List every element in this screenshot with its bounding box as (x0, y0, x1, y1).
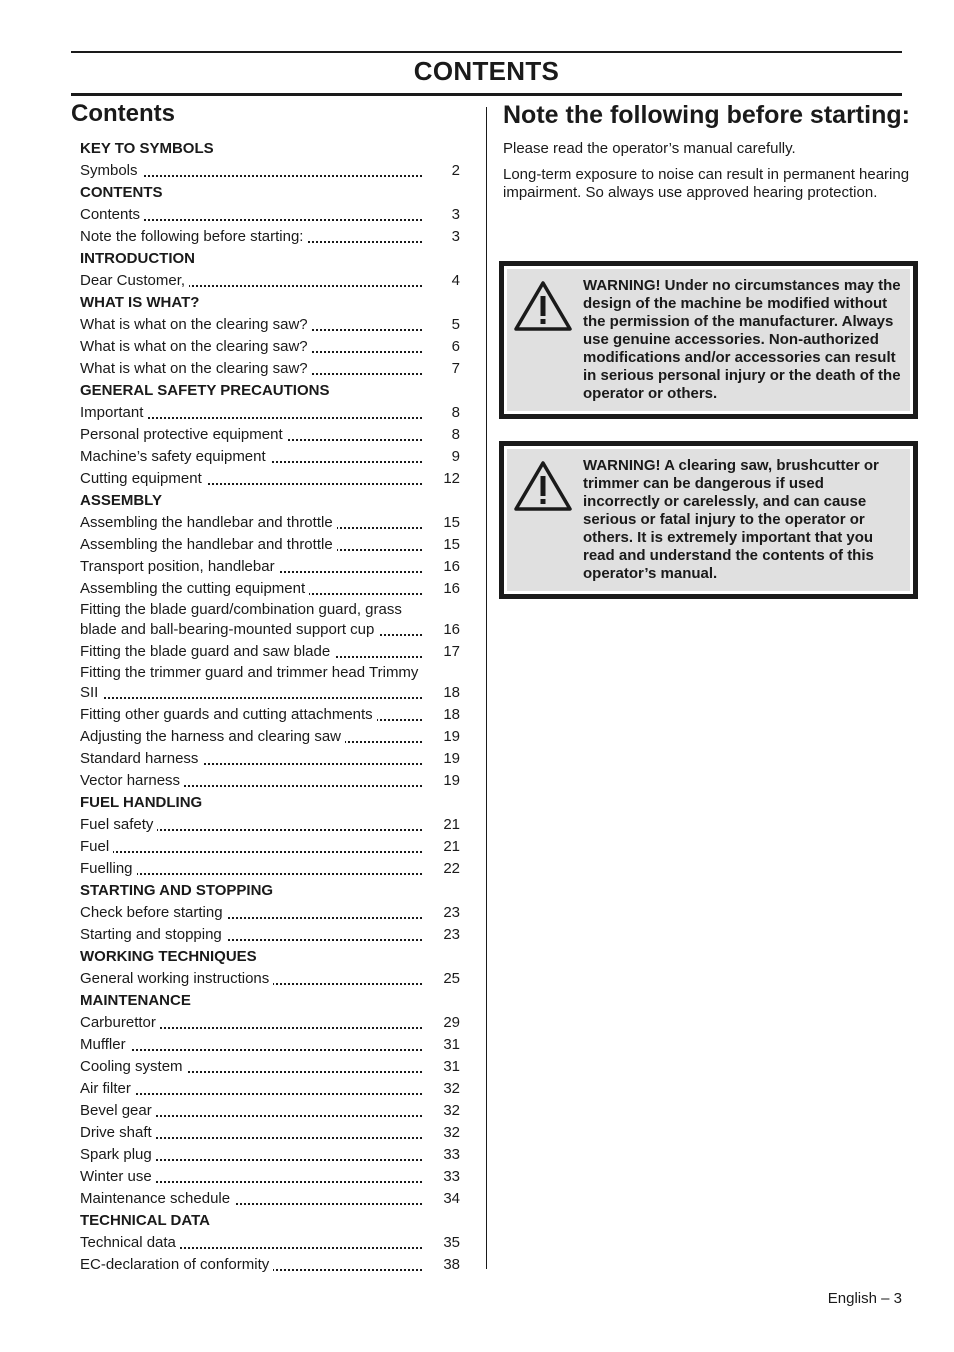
toc-page-number: 16 (443, 558, 460, 575)
toc-entry-label: Standard harness (80, 750, 202, 767)
note-paragraph: Please read the operator’s manual carefully. (503, 140, 796, 157)
toc-page-number: 3 (451, 228, 460, 245)
toc-entry-label: Important (80, 404, 147, 421)
toc-entry (80, 1034, 460, 1056)
column-divider (486, 107, 487, 1269)
toc-page-number: 22 (443, 860, 460, 877)
toc-page-number: 5 (451, 316, 460, 333)
toc-dot-leader (80, 697, 422, 699)
toc-entry (80, 578, 460, 600)
toc-section-heading: KEY TO SYMBOLS (80, 140, 214, 157)
toc-section-heading: WORKING TECHNIQUES (80, 948, 257, 965)
toc-entry-label: Fuel safety (80, 816, 157, 833)
toc-page-number: 19 (443, 728, 460, 745)
toc-page-number: 6 (451, 338, 460, 355)
toc-entry (80, 1144, 460, 1166)
toc-section-heading: STARTING AND STOPPING (80, 882, 274, 899)
toc-page-number: 29 (443, 1014, 460, 1031)
toc-page-number: 18 (443, 706, 460, 723)
toc-page-number: 4 (451, 272, 460, 289)
page-header-title: CONTENTS (413, 56, 560, 86)
toc-entry-label: General working instructions (80, 970, 273, 987)
toc-entry-label: Machine’s safety equipment (80, 448, 270, 465)
toc-title: Contents (71, 100, 175, 127)
toc-entry-label: What is what on the clearing saw? (80, 338, 312, 355)
toc-entry (80, 424, 460, 446)
toc-page-number: 32 (443, 1124, 460, 1141)
toc-entry (80, 468, 460, 490)
toc-page-number: 9 (451, 448, 460, 465)
toc-page-number: 19 (443, 772, 460, 789)
toc-entry-label: Fitting the blade guard and saw blade (80, 643, 334, 660)
toc-entry (80, 1254, 460, 1276)
toc-entry-label: Dear Customer, (80, 272, 189, 289)
toc-entry (80, 1056, 460, 1078)
toc-page-number: 12 (443, 470, 460, 487)
toc-page-number: 21 (443, 838, 460, 855)
toc-entry (80, 1078, 460, 1100)
toc-entry (80, 556, 460, 578)
toc-entry-label: Assembling the handlebar and throttle (80, 514, 337, 531)
warning-box (499, 261, 918, 419)
toc-entry-label: Cooling system (80, 1058, 187, 1075)
toc-entry (80, 160, 460, 182)
toc-entry (80, 600, 460, 641)
toc-entry-label: Symbols (80, 162, 142, 179)
toc-entry (80, 336, 460, 358)
toc-entry-label: SII (80, 684, 102, 701)
warning-text: WARNING! A clearing saw, brushcutter or trimmer can be dangerous if used incorrectly or carelessly, and can cause serious or fatal injury to the operator or others. It is extremely important that you read and understand the contents of this operator’s manual. (583, 457, 879, 582)
toc-page-number: 15 (443, 536, 460, 553)
header-rule-bottom (71, 93, 902, 96)
toc-entry (80, 1100, 460, 1122)
toc-page-number: 8 (451, 404, 460, 421)
toc-entry-label: Assembling the handlebar and throttle (80, 536, 337, 553)
note-column (503, 100, 913, 210)
toc-page-number: 33 (443, 1168, 460, 1185)
toc-entry (80, 1188, 460, 1210)
note-title: Note the following before starting: (503, 101, 910, 129)
toc-page-number: 35 (443, 1234, 460, 1251)
toc-entry (80, 314, 460, 336)
toc-entry (80, 512, 460, 534)
toc-dot-leader (80, 851, 422, 853)
toc-entry-label-line: Fitting the blade guard/combination guard, grass (80, 600, 422, 619)
toc-entry (80, 641, 460, 663)
toc-entry-label: Vector harness (80, 772, 184, 789)
toc-page-number: 15 (443, 514, 460, 531)
toc-entry (80, 704, 460, 726)
toc-page-number: 38 (443, 1256, 460, 1273)
warning-box (499, 441, 918, 599)
toc-page-number: 23 (443, 926, 460, 943)
toc-section-heading: ASSEMBLY (80, 492, 162, 509)
page-footer: English – 3 (827, 1290, 902, 1307)
toc-entry-label: Technical data (80, 1234, 180, 1251)
toc-page-number: 7 (451, 360, 460, 377)
toc-entry-label: Maintenance schedule (80, 1190, 234, 1207)
toc-entry (80, 858, 460, 880)
toc-entry-label: Starting and stopping (80, 926, 226, 943)
toc-page-number: 3 (451, 206, 460, 223)
toc-section-heading: WHAT IS WHAT? (80, 294, 200, 311)
toc-page-number: 25 (443, 970, 460, 987)
toc-entry-label: Assembling the cutting equipment (80, 580, 309, 597)
toc-entry-label: Carburettor (80, 1014, 160, 1031)
toc-section-heading: CONTENTS (80, 184, 163, 201)
toc-entry (80, 663, 460, 704)
toc-page-number: 8 (451, 426, 460, 443)
toc-entry-label: Winter use (80, 1168, 156, 1185)
toc-section-heading: GENERAL SAFETY PRECAUTIONS (80, 382, 330, 399)
warning-text: WARNING! Under no circumstances may the design of the machine be modified without the permission of the manufacturer. Always use genuine accessories. Non-authorized modifications and/or accessories can result in serious personal injury or the death of the operator or others. (583, 277, 901, 402)
toc-entry-label: Transport position, handlebar (80, 558, 279, 575)
toc-entry-label: Note the following before starting: (80, 228, 307, 245)
note-paragraph: Long-term exposure to noise can result in permanent hearing impairment. So always use approved hearing protection. (503, 166, 910, 201)
toc-entry-label: Bevel gear (80, 1102, 156, 1119)
toc-list (80, 138, 460, 1276)
toc-entry-label: Cutting equipment (80, 470, 206, 487)
toc-dot-leader (80, 1049, 422, 1051)
toc-entry (80, 204, 460, 226)
toc-entry-label: Air filter (80, 1080, 135, 1097)
toc-entry (80, 968, 460, 990)
toc-page-number: 2 (451, 162, 460, 179)
toc-entry (80, 726, 460, 748)
warning-triangle-icon (513, 277, 583, 403)
toc-entry-label: What is what on the clearing saw? (80, 316, 312, 333)
toc-page-number: 31 (443, 1058, 460, 1075)
toc-entry-label: Fuel (80, 838, 113, 855)
toc-entry-label: Drive shaft (80, 1124, 156, 1141)
toc-page-number: 32 (443, 1102, 460, 1119)
toc-entry-label: Spark plug (80, 1146, 156, 1163)
toc-entry-label: EC-declaration of conformity (80, 1256, 273, 1273)
toc-entry (80, 358, 460, 380)
toc-entry-label: Check before starting (80, 904, 227, 921)
toc-entry (80, 1232, 460, 1254)
toc-entry (80, 814, 460, 836)
toc-page-number: 34 (443, 1190, 460, 1207)
toc-page-number: 32 (443, 1080, 460, 1097)
toc-entry (80, 836, 460, 858)
header-rule-top (71, 51, 902, 53)
toc-column (71, 100, 461, 1276)
toc-page-number: 16 (443, 621, 460, 638)
toc-entry (80, 1166, 460, 1188)
toc-entry-label: Adjusting the harness and clearing saw (80, 728, 345, 745)
warning-triangle-icon (513, 457, 583, 583)
toc-entry-label-line: Fitting the trimmer guard and trimmer head Trimmy (80, 663, 422, 682)
toc-entry-label: Contents (80, 206, 144, 223)
toc-entry-label: Fitting other guards and cutting attachments (80, 706, 377, 723)
toc-entry-label: What is what on the clearing saw? (80, 360, 312, 377)
toc-page-number: 18 (443, 684, 460, 701)
toc-entry-label: Muffler (80, 1036, 130, 1053)
toc-entry (80, 534, 460, 556)
toc-entry-label: Fuelling (80, 860, 137, 877)
toc-page-number: 31 (443, 1036, 460, 1053)
toc-page-number: 33 (443, 1146, 460, 1163)
toc-entry (80, 924, 460, 946)
toc-section-heading: MAINTENANCE (80, 992, 191, 1009)
toc-page-number: 19 (443, 750, 460, 767)
toc-entry-label: Personal protective equipment (80, 426, 287, 443)
toc-entry (80, 270, 460, 292)
toc-entry (80, 902, 460, 924)
toc-section-heading: TECHNICAL DATA (80, 1212, 210, 1229)
toc-page-number: 17 (443, 643, 460, 660)
toc-entry (80, 446, 460, 468)
toc-entry (80, 1012, 460, 1034)
toc-section-heading: INTRODUCTION (80, 250, 195, 267)
toc-page-number: 21 (443, 816, 460, 833)
toc-entry (80, 748, 460, 770)
toc-entry (80, 402, 460, 424)
toc-page-number: 16 (443, 580, 460, 597)
toc-page-number: 23 (443, 904, 460, 921)
toc-section-heading: FUEL HANDLING (80, 794, 203, 811)
toc-entry (80, 226, 460, 248)
toc-entry-label: blade and ball-bearing-mounted support cup (80, 621, 378, 638)
toc-entry (80, 770, 460, 792)
toc-entry (80, 1122, 460, 1144)
